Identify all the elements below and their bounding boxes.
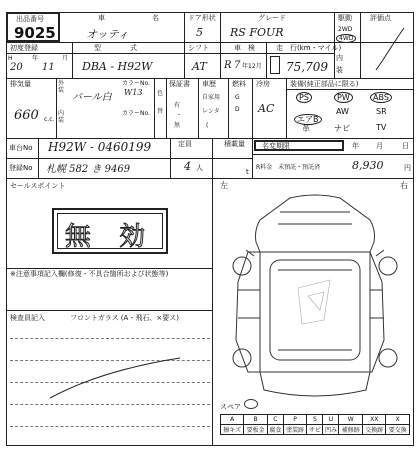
color-label: 色 xyxy=(157,90,164,97)
score-slash xyxy=(362,24,412,76)
equip-ps: PS xyxy=(296,92,312,103)
fuel-diesel: D xyxy=(235,106,240,113)
equip-sr: SR xyxy=(376,107,387,116)
first-reg-year: 20 xyxy=(10,62,23,73)
type-label: 式 xyxy=(130,44,137,52)
legend-code-c: C xyxy=(267,415,283,425)
inspector-label: 検査員記入 xyxy=(10,314,45,322)
diagram-right-label: 右 xyxy=(400,181,408,190)
fuel-label: 燃料 xyxy=(232,80,246,88)
car-diagram xyxy=(220,190,410,404)
legend-meaning-a: 擦キズ xyxy=(221,425,244,435)
legend-code-b: B xyxy=(244,415,267,425)
equip-navi: ナビ xyxy=(334,124,350,133)
warranty-label: 保証書 xyxy=(169,80,190,88)
inspection-year: 7 xyxy=(234,60,241,71)
name-change-box xyxy=(254,140,344,151)
mileage-side2: 装 xyxy=(336,66,343,74)
name-label: 名 xyxy=(152,14,159,22)
legend-meaning-c: 腐食 xyxy=(267,425,283,435)
equip-pw: PW xyxy=(334,92,353,103)
history-rental: レンタ xyxy=(202,108,220,115)
legend-code-x: X xyxy=(386,415,410,425)
legend-code-a: A xyxy=(221,415,244,425)
inspection-suffix: 年12月 xyxy=(242,63,262,70)
fuel-gas: G xyxy=(235,94,240,101)
grade-label: グレード xyxy=(258,14,286,22)
score-label: 評価点 xyxy=(370,14,391,22)
warranty-opt-no: 無 xyxy=(174,122,181,129)
legend-code-w: W xyxy=(339,415,362,425)
first-reg-month: 11 xyxy=(42,62,55,73)
diagram-left-label: 左 xyxy=(220,181,228,190)
legend-meaning-x: 要交換 xyxy=(386,425,410,435)
date-unit-month: 月 xyxy=(376,142,383,150)
sales-point-label: セールスポイント xyxy=(10,182,66,190)
damage-legend xyxy=(220,414,410,435)
legend-code-p: P xyxy=(283,415,306,425)
cc-unit: c.c. xyxy=(44,116,55,123)
era-value: H xyxy=(8,55,13,62)
legend-meaning-p: 塗装跡 xyxy=(283,425,306,435)
doors-label: ドア形状 xyxy=(188,14,216,22)
lot-number: 9025 xyxy=(14,24,56,42)
vin-value: H92W - 0460199 xyxy=(48,140,152,154)
capacity-unit: 人 xyxy=(196,164,203,172)
plate-label: 登録No xyxy=(9,164,33,172)
exterior-label: 外装 xyxy=(58,80,65,94)
model-label: 型 xyxy=(94,44,101,52)
exterior-color: パール白 xyxy=(72,92,112,103)
drive-label: 駆動 xyxy=(338,14,352,22)
car-name: オッティ xyxy=(86,28,129,41)
color-no-label-2: カラーNo. xyxy=(122,110,150,117)
repaint-label: 替 xyxy=(157,108,164,115)
mileage-label: 走 行(km・マイル) xyxy=(276,44,342,52)
spare-tire-icon xyxy=(244,399,258,409)
registration-label: 車歴 xyxy=(202,80,216,88)
ac-value: AC xyxy=(258,102,275,115)
weight-label: 積載量 xyxy=(224,140,245,148)
month-unit: 月 xyxy=(62,55,69,62)
lot-label: 出品番号 xyxy=(16,15,44,23)
warranty-opt-yes: 有 xyxy=(174,102,181,109)
legend-meaning-s: サビ xyxy=(307,425,323,435)
mileage-value: 75,709 xyxy=(286,60,328,74)
plate-value: 札幌 582 き 9469 xyxy=(46,164,131,175)
ac-label: 冷房 xyxy=(256,80,270,88)
shift-label: シフト xyxy=(188,44,209,52)
mileage-side: 内 xyxy=(336,54,343,62)
warranty-opt-sep: ・ xyxy=(176,112,183,119)
capacity-value: 4 xyxy=(184,160,191,173)
doors-value: 5 xyxy=(196,26,203,39)
date-unit-day: 日 xyxy=(402,142,409,150)
notes-label: ※注意事項記入欄(修復・不具合箇所および状態等) xyxy=(10,270,169,278)
displacement-label: 排気量 xyxy=(10,80,31,88)
equip-airbag: エアB xyxy=(294,114,322,125)
year-unit: 年 xyxy=(32,55,39,62)
auction-sheet xyxy=(6,4,414,446)
capacity-label: 定員 xyxy=(178,140,192,148)
date-unit-year: 年 xyxy=(352,142,359,150)
grade-value: RS FOUR xyxy=(230,26,284,39)
name-change-label: 名変期限 xyxy=(262,142,290,150)
legend-code-xx: XX xyxy=(362,415,385,425)
recycle-amount: 8,930 xyxy=(352,159,384,172)
color-no-label: カラーNo. xyxy=(122,80,150,87)
invalid-stamp-text: 無 効 xyxy=(64,222,156,252)
drive-2wd: 2WD xyxy=(338,26,353,33)
invalid-stamp xyxy=(52,208,168,254)
lot-box xyxy=(6,12,60,42)
shift-value: AT xyxy=(192,60,207,73)
history-paren: ( xyxy=(206,122,209,129)
history-private: 自家用 xyxy=(202,94,221,101)
recycle-unit: 円 xyxy=(404,164,411,172)
drive-4wd: 4WD xyxy=(336,34,356,43)
recycle-label: R料金 未預託・預託済 xyxy=(256,164,321,171)
legend-code-u: U xyxy=(323,415,339,425)
legend-meaning-xx: 交換跡 xyxy=(362,425,385,435)
equip-tv: TV xyxy=(376,123,387,132)
legend-meaning-b: 要板金 xyxy=(244,425,267,435)
legend-meaning-u: 凹み xyxy=(323,425,339,435)
equip-aw: AW xyxy=(336,107,349,116)
weight-unit: t xyxy=(246,168,249,176)
legend-code-s: S xyxy=(307,415,323,425)
inspector-scribble xyxy=(46,354,186,404)
model-code: DBA - H92W xyxy=(82,60,153,73)
equip-leather: 革 xyxy=(302,124,310,133)
mileage-checkbox xyxy=(270,56,280,74)
interior-label: 内装 xyxy=(58,110,65,124)
spare-label: スペア xyxy=(220,403,241,411)
first-reg-label: 初度登録 xyxy=(10,44,38,52)
displacement-value: 660 xyxy=(14,108,39,123)
inspection-label: 車 検 xyxy=(234,44,255,52)
inspection-era: R xyxy=(224,60,232,71)
equip-abs: ABS xyxy=(370,92,392,103)
vin-label: 車台No xyxy=(9,144,33,152)
legend-meaning-w: 補修跡 xyxy=(339,425,362,435)
color-code: W13 xyxy=(124,88,143,97)
windshield-label: フロントガラス (A・飛石、×要ス) xyxy=(70,314,179,322)
car-label: 車 xyxy=(98,14,105,22)
equipment-label: 装備(純正部品に限る) xyxy=(290,80,359,88)
